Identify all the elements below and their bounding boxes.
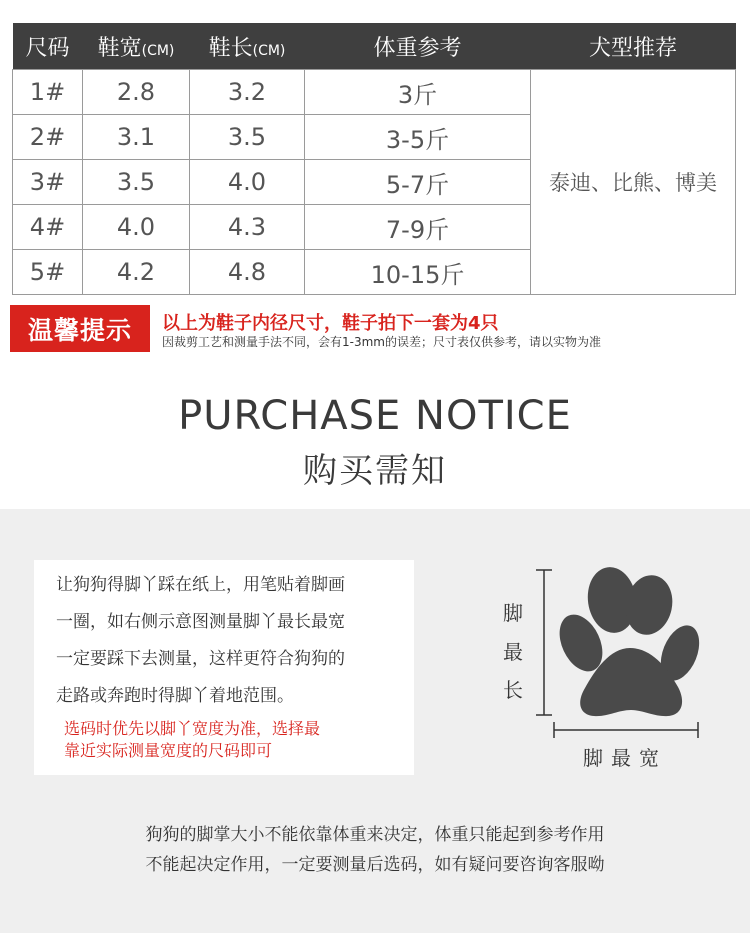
header-size: 尺码 [13,23,83,70]
vertical-label-char: 长 [503,678,523,702]
paw-print-icon [551,564,707,716]
header-breed: 犬型推荐 [531,23,736,70]
header-width: 鞋宽(CM) [83,23,190,70]
table-row [13,70,736,115]
cell-width: 3.1 [83,115,190,160]
vertical-label-char: 最 [503,640,523,664]
cell-size: 2# [13,115,83,160]
cell-size: 5# [13,250,83,295]
size-table [12,23,736,295]
cell-length: 3.5 [190,115,305,160]
tip-main-text: 以上为鞋子内径尺寸，鞋子拍下一套为4只 [162,313,499,334]
cell-weight: 3斤 [305,70,531,115]
cell-width: 4.2 [83,250,190,295]
vertical-label-char: 脚 [503,601,523,625]
instruction-highlight: 选码时优先以脚丫宽度为准，选择最 [64,719,321,738]
instruction-line: 一定要踩下去测量，这样更符合狗狗的 [56,649,345,669]
footer-line: 不能起决定作用，一定要测量后选码，如有疑问要咨询客服呦 [145,855,605,875]
tip-sub-text: 因裁剪工艺和测量手法不同，会有1-3mm的误差；尺寸表仅供参考，请以实物为准 [162,335,601,349]
notice-title-cn: 购买需知 [303,451,447,491]
cell-weight: 5-7斤 [305,160,531,205]
table-header-row [13,23,736,70]
instruction-line: 一圈，如右侧示意图测量脚丫最长最宽 [56,612,345,632]
instruction-line: 走路或奔跑时得脚丫着地范围。 [56,686,294,706]
cell-size: 3# [13,160,83,205]
instruction-highlight: 靠近实际测量宽度的尺码即可 [64,741,273,760]
cell-width: 4.0 [83,205,190,250]
cell-size: 4# [13,205,83,250]
cell-length: 4.0 [190,160,305,205]
cell-width: 2.8 [83,70,190,115]
cell-length: 3.2 [190,70,305,115]
header-length: 鞋长(CM) [190,23,305,70]
instruction-card [34,560,414,775]
cell-weight: 3-5斤 [305,115,531,160]
footer-line: 狗狗的脚掌大小不能依靠体重来决定，体重只能起到参考作用 [145,825,605,845]
instruction-line: 让狗狗得脚丫踩在纸上，用笔贴着脚画 [56,575,345,595]
cell-weight: 7-9斤 [305,205,531,250]
cell-size: 1# [13,70,83,115]
tip-badge: 温馨提示 [10,305,150,352]
cell-width: 3.5 [83,160,190,205]
cell-weight: 10-15斤 [305,250,531,295]
cell-length: 4.8 [190,250,305,295]
notice-title-en: PURCHASE NOTICE [178,393,572,439]
cell-length: 4.3 [190,205,305,250]
horizontal-label: 脚最宽 [583,746,667,770]
header-weight: 体重参考 [305,23,531,70]
cell-breed-recommend: 泰迪、比熊、博美 [531,70,736,295]
